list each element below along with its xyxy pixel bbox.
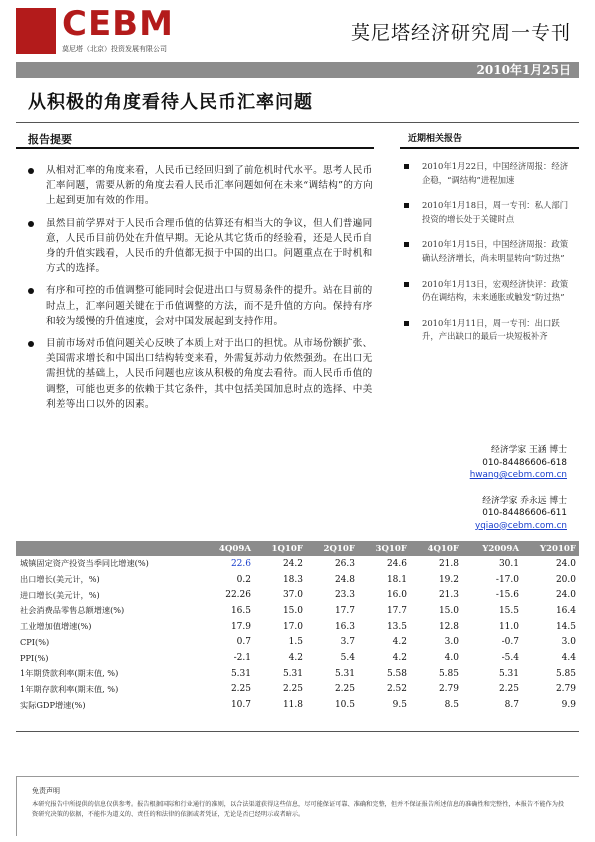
table-cell: 18.3: [282, 574, 303, 585]
report-title: 从积极的角度看待人民币汇率问题: [28, 92, 313, 113]
disclaimer-divider: [16, 776, 579, 777]
table-cell: 24.2: [282, 558, 303, 569]
summary-bullet-text: 目前市场对币值问题关心反映了本质上对于出口的担忧。从市场份额扩张、美国需求增长和中国出口结构转变来看，外需复苏动力依然强劲。在出口无需担忧的基础上，人民币问题也应该从积极的角度去看待。而人民币币值的调整，可能也更多的依赖于其它条件，其中包括美国加息时点的选择、中美利差等出口以外的因素。: [46, 338, 373, 410]
table-row-label: 城镇固定资产投资当季同比增速(%): [20, 558, 149, 569]
table-row-label: 社会消费品零售总额增速(%): [20, 605, 125, 616]
table-header-row: [16, 541, 579, 556]
disclaimer-text: 本研究报告中所提供的信息仅供参考。报告根据国际和行业通行的准则，以合法渠道获得这些信息，尽可能保证可靠、准确和完整，但并不保证报告所述信息的准确性和完整性，本报告不能作为投资研究决策的依据，不能作为道义的、责任的和法律的依据或者凭证，无论是否已经明示或者暗示。: [32, 801, 565, 818]
publication-title: 莫尼塔经济研究周一专刊: [350, 22, 571, 44]
author-email-link[interactable]: yqiao@cebm.com.cn: [475, 520, 567, 531]
related-item-text: 2010年1月15日，中国经济周报：政策确认经济增长，尚未明显转向“防过热”: [422, 239, 569, 263]
table-cell: 16.3: [334, 621, 355, 632]
table-bottom-rule: [16, 731, 579, 732]
table-cell: 1.5: [288, 637, 303, 648]
table-header-cell: Y2010F: [522, 541, 579, 556]
table-cell: 4.2: [392, 652, 407, 663]
table-cell: 3.0: [561, 637, 576, 648]
square-bullet-icon: [404, 242, 409, 247]
author-phone: 010-84486606-618: [482, 457, 567, 468]
table-cell: 0.7: [236, 637, 251, 648]
table-cell: 5.31: [334, 668, 355, 679]
related-list: [404, 160, 576, 356]
logo-mark: [16, 8, 56, 54]
related-heading-rule: [400, 147, 579, 149]
table-row-label: 实际GDP增速(%): [20, 699, 86, 710]
table-cell: 30.1: [498, 558, 519, 569]
table-cell: 16.4: [555, 605, 576, 616]
table-cell: 5.85: [555, 668, 576, 679]
summary-bullet: [28, 216, 378, 277]
summary-bullet: [28, 283, 378, 329]
table-cell: 20.0: [555, 574, 576, 585]
table-cell: 3.7: [340, 637, 355, 648]
table-cell: 2.79: [555, 684, 576, 695]
related-item-text: 2010年1月22日，中国经济周报：经济企稳，“调结构”进程加速: [422, 161, 569, 185]
author-name: 经济学家 乔永远 博士: [482, 495, 567, 506]
forecast-table: [16, 541, 579, 713]
table-cell: 24.0: [555, 590, 576, 601]
bullet-icon: [28, 341, 34, 347]
square-bullet-icon: [404, 321, 409, 326]
table-cell: 24.0: [555, 558, 576, 569]
table-row: [16, 572, 579, 588]
table-header-cell: Y2009A: [462, 541, 522, 556]
table-cell: 22.26: [225, 590, 251, 601]
author-name: 经济学家 王涵 博士: [491, 445, 567, 455]
table-row-label: 1年期存款利率(期末值, %): [20, 683, 119, 694]
table-cell: 8.7: [504, 700, 519, 711]
table-row: [16, 634, 579, 650]
table-cell: 16.5: [230, 605, 251, 616]
table-cell: 10.7: [230, 700, 251, 711]
table-cell: -15.6: [495, 590, 519, 601]
publication-date: 2010年1月25日: [476, 63, 571, 77]
table-cell: 5.31: [498, 668, 519, 679]
table-cell: 37.0: [282, 590, 303, 601]
table-cell: 26.3: [334, 558, 355, 569]
table-cell: 16.0: [386, 590, 407, 601]
table-cell: 3.0: [444, 637, 459, 648]
table-cell: 0.2: [236, 574, 251, 585]
table-cell: 13.5: [386, 621, 407, 632]
table-cell: 11.8: [282, 700, 303, 711]
summary-bullet: [28, 163, 378, 209]
table-cell: 2.25: [282, 684, 303, 695]
table-cell: 17.7: [334, 605, 355, 616]
table-cell: 18.1: [386, 574, 407, 585]
summary-bullet-text: 虽然目前学界对于人民币合理币值的估算还有相当大的争议，但人们普遍同意，人民币目前仍处在升值早期。无论从其它货币的经验看，还是人民币自身的升值实践看，人民币的升值都无损于中国的出口。问题重点在于时机和方式的选择。: [46, 217, 373, 275]
table-cell: 2.25: [334, 684, 355, 695]
table-cell: 4.2: [288, 652, 303, 663]
related-item[interactable]: [404, 238, 576, 265]
table-cell: 11.0: [498, 621, 519, 632]
table-header-cell: [16, 541, 200, 556]
author-email-link[interactable]: hwang@cebm.com.cn: [469, 470, 567, 480]
table-cell: 2.52: [386, 684, 407, 695]
disclaimer-heading: 免责声明: [32, 787, 60, 795]
summary-heading-rule: [16, 147, 374, 149]
table-row: [16, 619, 579, 635]
table-row: [16, 682, 579, 698]
table-cell: 8.5: [444, 700, 459, 711]
table-cell: 19.2: [438, 574, 459, 585]
square-bullet-icon: [404, 164, 409, 169]
bullet-icon: [28, 288, 34, 294]
related-item[interactable]: [404, 160, 576, 187]
table-header-cell: 4Q09A: [200, 541, 254, 556]
disclaimer-side-rule: [16, 776, 17, 836]
table-cell: 10.5: [334, 700, 355, 711]
table-cell: 4.2: [392, 637, 407, 648]
table-cell: 24.8: [334, 574, 355, 585]
summary-bullet-text: 从相对汇率的角度来看，人民币已经回归到了前危机时代水平。思考人民币汇率问题，需要从新的角度去看人民币汇率问题如何在未来“调结构”的方向上起到更加有效的作用。: [46, 165, 374, 207]
bullet-icon: [28, 168, 34, 174]
table-cell: 21.8: [438, 558, 459, 569]
table-row-label: CPI(%): [20, 637, 50, 648]
table-header-cell: 4Q10F: [410, 541, 462, 556]
table-row-label: 1年期贷款利率(期末值, %): [20, 668, 119, 679]
table-cell: 17.7: [386, 605, 407, 616]
table-header-cell: 3Q10F: [358, 541, 410, 556]
related-item[interactable]: [404, 278, 576, 305]
table-row-label: 出口增长(美元计，%): [20, 574, 100, 585]
related-item-text: 2010年1月11日，周一专刊：出口跃升，产出缺口的最后一块短板补齐: [422, 317, 560, 342]
table-row: [16, 650, 579, 666]
table-row: [16, 666, 579, 682]
summary-heading: 报告提要: [28, 133, 72, 146]
table-cell: 4.4: [561, 652, 576, 663]
table-row-label: 进口增长(美元计，%): [20, 589, 100, 600]
related-item-text: 2010年1月13日，宏观经济快评：政策仍在调结构，未来通胀或触发“防过热”: [422, 278, 569, 303]
table-cell: 21.3: [438, 590, 459, 601]
square-bullet-icon: [404, 282, 409, 287]
related-item[interactable]: [404, 199, 576, 226]
table-cell: 5.58: [386, 668, 407, 679]
related-item[interactable]: [404, 317, 576, 344]
table-cell: 15.0: [282, 605, 303, 616]
table-cell: -0.7: [501, 637, 519, 648]
author-block: [367, 444, 567, 532]
table-cell: 2.25: [498, 684, 519, 695]
logo-subtitle: 莫尼塔（北京）投资发展有限公司: [62, 45, 167, 53]
summary-bullet-text: 有序和可控的币值调整可能同时会促进出口与贸易条件的提升。站在目前的时点上，汇率问题关键在于币值调整的方法，而不是升值的方向。保持有序和较为缓慢的升值速度，会对中国发展起到支持作用。: [46, 285, 373, 327]
table-cell: 5.4: [340, 652, 355, 663]
table-row: [16, 587, 579, 603]
table-cell: 17.9: [230, 621, 251, 632]
title-divider: [16, 122, 579, 123]
table-cell: 5.31: [230, 668, 251, 679]
table-cell: 2.25: [230, 684, 251, 695]
table-cell: 9.5: [392, 700, 407, 711]
author-phone: 010-84486606-611: [482, 508, 567, 518]
related-heading: 近期相关报告: [408, 134, 463, 144]
table-cell: 5.85: [438, 668, 459, 679]
table-header-cell: 1Q10F: [254, 541, 306, 556]
related-item-text: 2010年1月18日，周一专刊：私人部门投资的增长处于关键时点: [422, 200, 569, 224]
table-cell: 23.3: [334, 590, 355, 601]
table-cell: 4.0: [444, 652, 459, 663]
bullet-icon: [28, 221, 34, 227]
table-cell: 22.6: [230, 558, 251, 569]
table-row: [16, 556, 579, 572]
square-bullet-icon: [404, 203, 409, 208]
table-cell: -2.1: [233, 652, 251, 663]
table-cell: 24.6: [386, 558, 407, 569]
table-row-label: PPI(%): [20, 652, 49, 663]
table-row: [16, 603, 579, 619]
table-row: [16, 697, 579, 713]
table-cell: 2.79: [438, 684, 459, 695]
summary-bullet: [28, 336, 378, 412]
table-cell: 12.8: [438, 621, 459, 632]
logo-text: CEBM: [62, 4, 174, 44]
table-cell: -5.4: [501, 652, 519, 663]
table-cell: 17.0: [282, 621, 303, 632]
table-cell: 9.9: [561, 700, 576, 711]
summary-bullets: [28, 163, 378, 419]
table-cell: 15.0: [438, 605, 459, 616]
table-cell: -17.0: [495, 574, 519, 585]
table-cell: 14.5: [555, 621, 576, 632]
table-cell: 15.5: [498, 605, 519, 616]
table-row-label: 工业增加值增速(%): [20, 621, 92, 632]
table-header-cell: 2Q10F: [306, 541, 358, 556]
table-cell: 5.31: [282, 668, 303, 679]
